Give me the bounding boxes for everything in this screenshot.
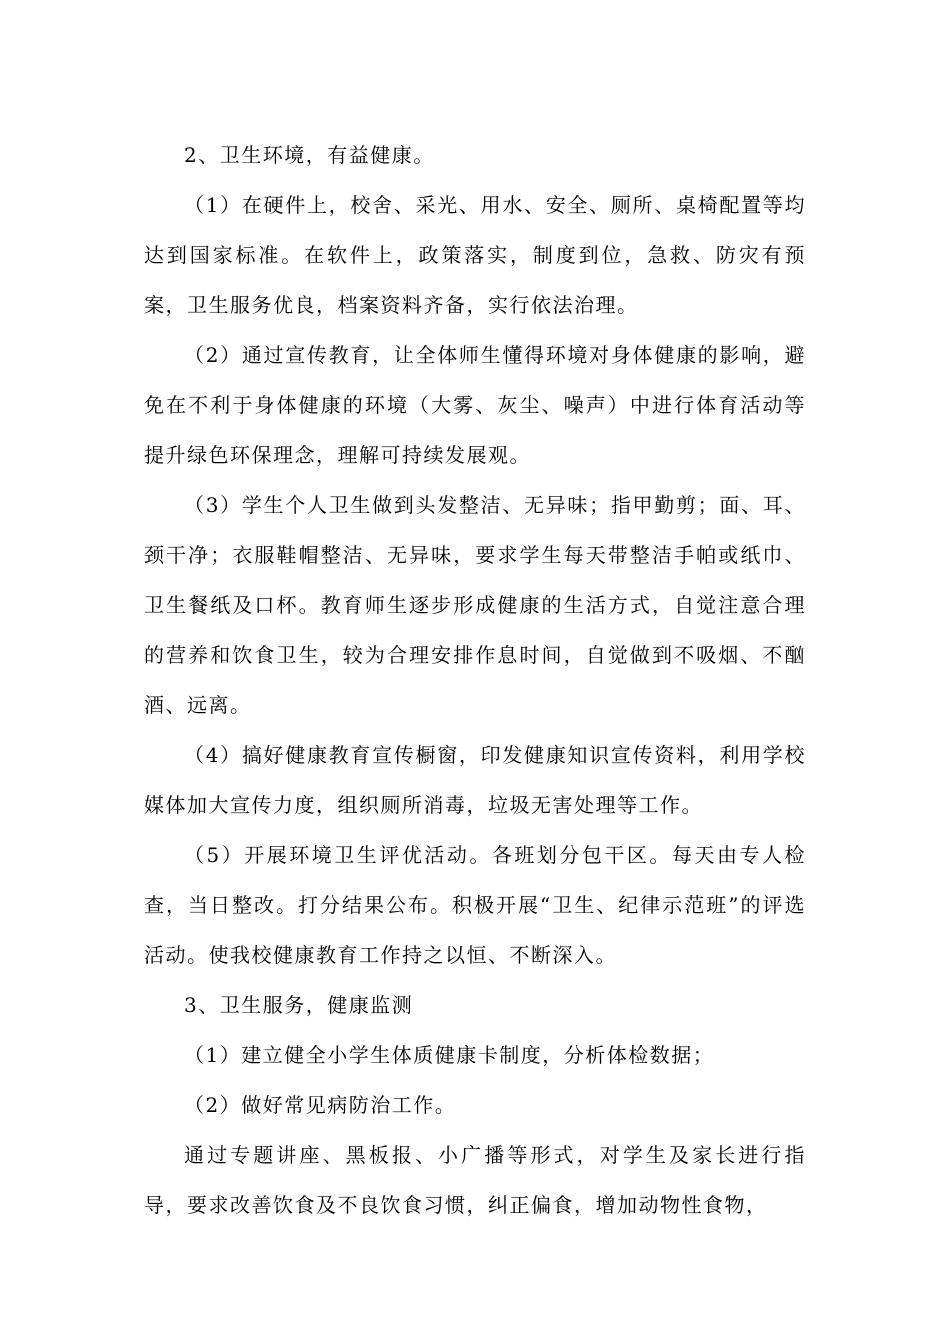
paragraph-disease-prevention: （2）做好常见病防治工作。 bbox=[184, 1093, 457, 1117]
paragraph-guidance: 通过专题讲座、黑板报、小广播等形式，对学生及家长进行指导，要求改善饮食及不良饮食习惯，纠正偏食，增加动物性食物， bbox=[144, 1143, 806, 1217]
section-heading-health-service: 3、卫生服务，健康监测 bbox=[184, 993, 414, 1017]
paragraph-hardware-software: （1）在硬件上，校舍、采光、用水、安全、厕所、桌椅配置等均达到国家标准。在软件上，政策落实，制度到位，急救、防灾有预案，卫生服务优良，档案资料齐备，实行依法治理。 bbox=[144, 193, 806, 317]
section-heading-hygiene-environment: 2、卫生环境，有益健康。 bbox=[184, 143, 435, 167]
paragraph-health-card: （1）建立健全小学生体质健康卡制度，分析体检数据； bbox=[184, 1043, 715, 1067]
paragraph-health-window: （4）搞好健康教育宣传橱窗，印发健康知识宣传资料，利用学校媒体加大宣传力度，组织厕所消毒，垃圾无害处理等工作。 bbox=[144, 743, 806, 817]
document-body bbox=[144, 130, 806, 1230]
paragraph-publicity-education: （2）通过宣传教育，让全体师生懂得环境对身体健康的影响，避免在不利于身体健康的环境（大雾、灰尘、噪声）中进行体育活动等提升绿色环保理念，理解可持续发展观。 bbox=[144, 343, 806, 467]
paragraph-evaluation-activity: （5）开展环境卫生评优活动。各班划分包干区。每天由专人检查，当日整改。打分结果公布。积极开展“卫生、纪律示范班”的评选活动。使我校健康教育工作持之以恒、不断深入。 bbox=[144, 843, 806, 967]
paragraph-personal-hygiene: （3）学生个人卫生做到头发整洁、无异味；指甲勤剪；面、耳、颈干净；衣服鞋帽整洁、无异味，要求学生每天带整洁手帕或纸巾、卫生餐纸及口杯。教育师生逐步形成健康的生活方式，自觉注意合理的营养和饮食卫生，较为合理安排作息时间，自觉做到不吸烟、不酗酒、远离。 bbox=[144, 493, 806, 717]
